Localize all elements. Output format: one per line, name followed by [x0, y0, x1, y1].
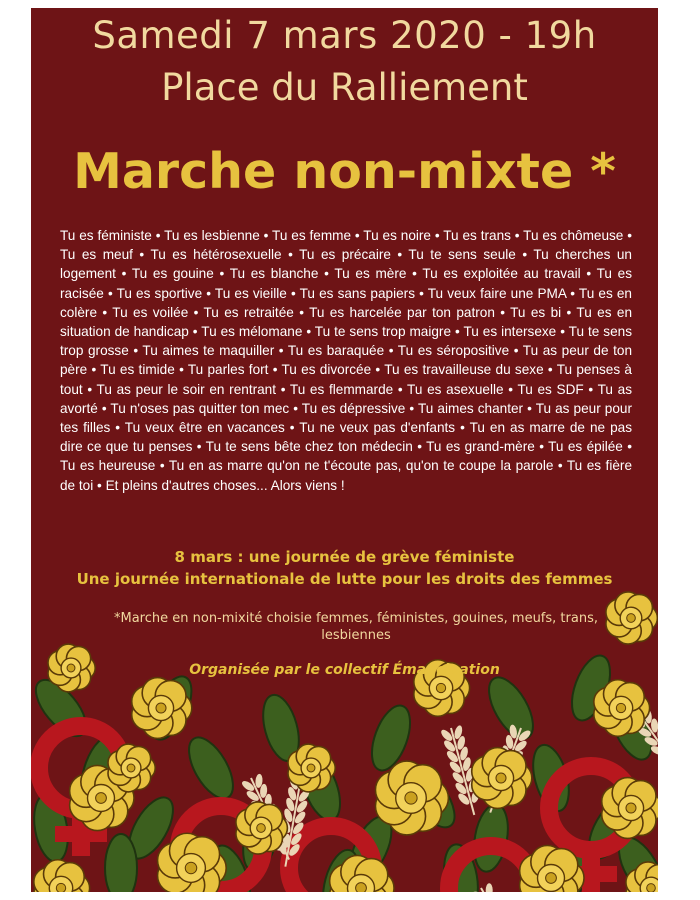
- yellow-flower: [472, 748, 532, 809]
- yellow-flower: [288, 744, 335, 792]
- leaf-shape: [105, 834, 137, 892]
- footnote: *Marche en non-mixité choisie femmes, féministes, gouines, meufs, trans, lesbiennes: [114, 611, 598, 643]
- yellow-flower: [34, 860, 90, 892]
- yellow-flower: [158, 833, 227, 892]
- event-date-time: Samedi 7 mars 2020 - 19h: [92, 14, 597, 57]
- organizer-credit: Organisée par le collectif Émancipation: [189, 662, 500, 678]
- poster: [31, 8, 658, 892]
- yellow-flower: [375, 761, 448, 835]
- strike-day-title: 8 mars : une journée de grève féministe: [174, 548, 515, 566]
- yellow-flower: [606, 592, 657, 644]
- march-title: Marche non-mixte *: [73, 143, 616, 200]
- leaf-shape: [180, 731, 242, 806]
- yellow-flower: [132, 678, 192, 739]
- yellow-flower: [108, 744, 155, 792]
- yellow-flower: [602, 778, 658, 839]
- body-text: Tu es féministe • Tu es lesbienne • Tu es femme • Tu es noire • Tu es trans • Tu es chômeuse • Tu es meuf • Tu es hétérosexuelle • Tu es précaire • Tu te sens seule • Tu cherches un logement • Tu es gouine • Tu es blanche • Tu es mère • Tu es exploitée au travail • Tu es racisée • Tu es sportive • Tu es vieille • Tu es sans papiers • Tu veux faire une PMA • Tu es en colère • Tu es voilée • Tu es retraitée • Tu es harcelée par ton patron • Tu es bi • Tu es en situation de handicap • Tu es mélomane • Tu te sens trop maigre • Tu es intersexe • Tu te sens trop grosse • Tu aimes te maquiller • Tu es baraquée • Tu es séropositive • Tu as peur de ton père • Tu es timide • Tu parles fort • Tu es divorcée • Tu es travailleuse du sexe • Tu penses à tout • Tu as peur le soir en rentrant • Tu es flemmarde • Tu es asexuelle • Tu es SDF • Tu as avorté • Tu n'oses pas quitter ton mec • Tu es dépressive • Tu aimes chanter • Tu as peur pour tes filles • Tu veux être en vacances • Tu ne veux pas d'enfants • Tu en as marre de ne pas dire ce que tu penses • Tu te sens bête chez ton médecin • Tu es grand-mère • Tu es épilée • Tu es heureuse • Tu en as marre qu'on ne t'écoute pas, qu'on te coupe la parole • Tu es fière de toi • Et pleins d'autres choses... Alors viens !: [60, 228, 632, 493]
- yellow-flower: [236, 802, 287, 854]
- strike-day-subtitle: Une journée internationale de lutte pour les droits des femmes: [76, 570, 613, 588]
- event-place: Place du Ralliement: [161, 66, 528, 109]
- yellow-flower: [594, 680, 650, 736]
